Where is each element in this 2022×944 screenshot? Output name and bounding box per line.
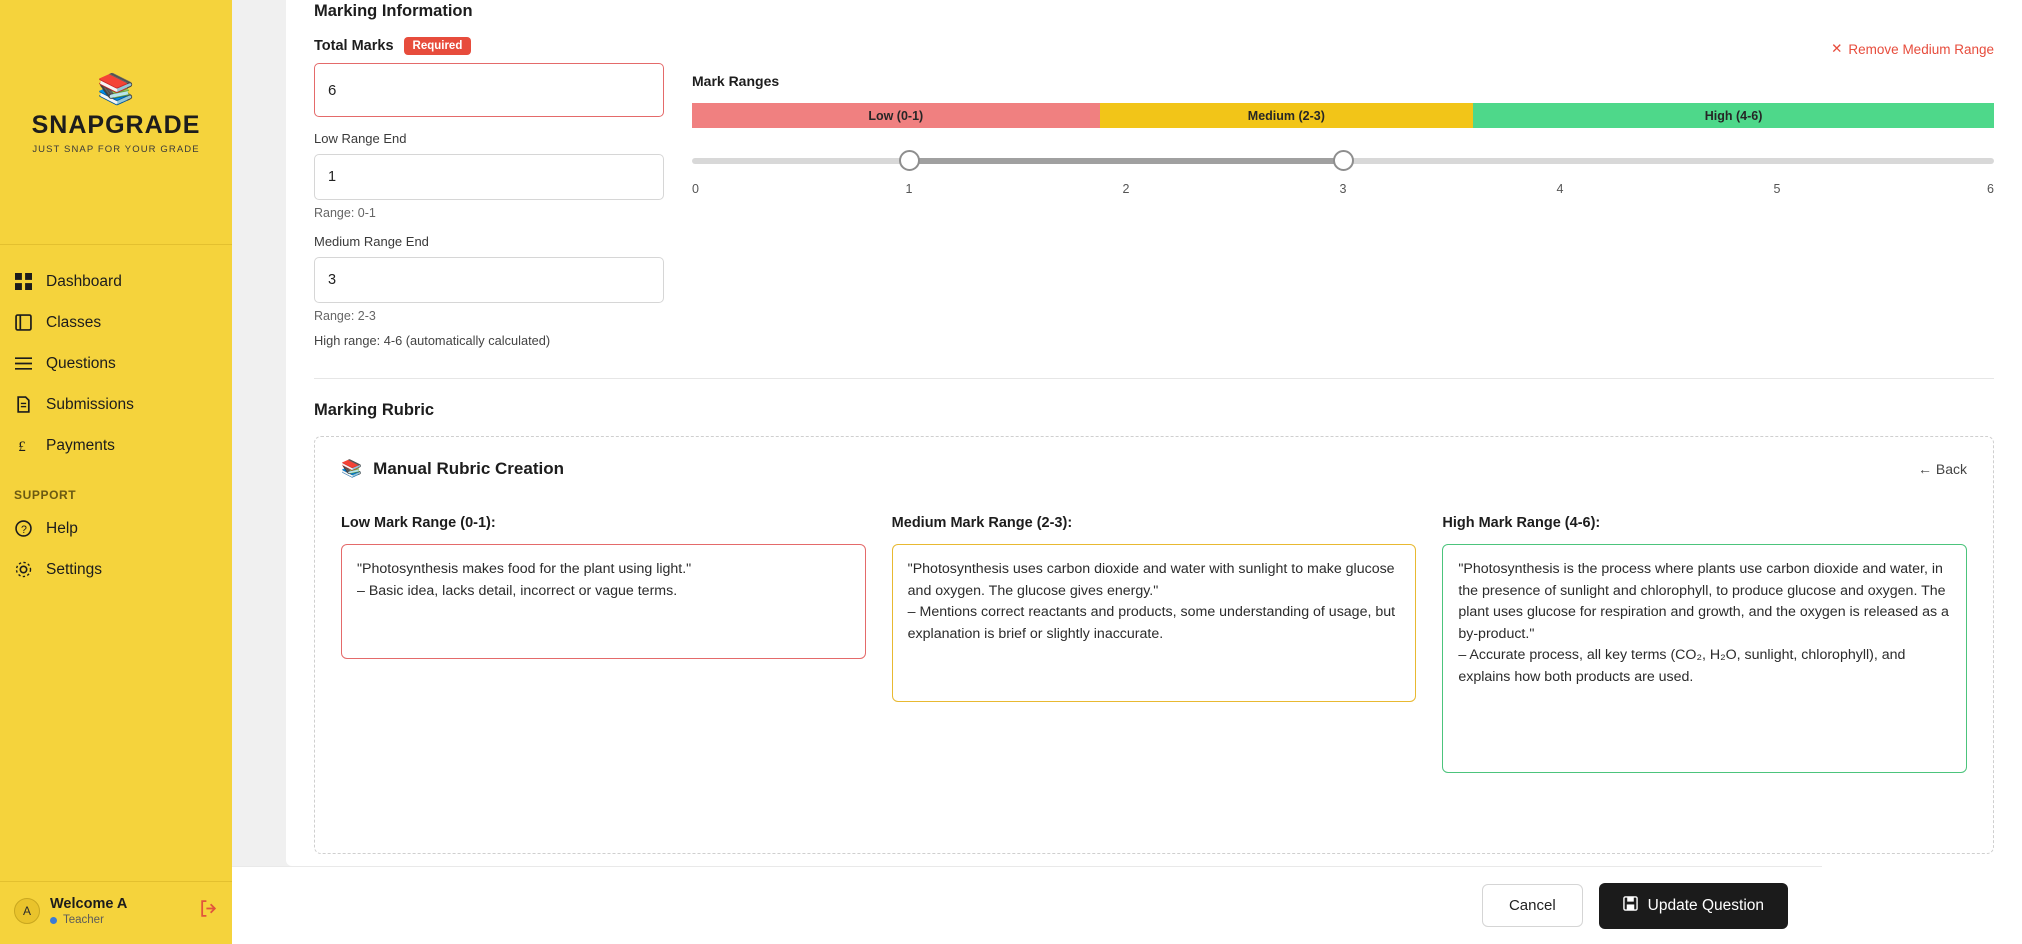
total-marks-input[interactable]	[314, 63, 664, 117]
sidebar-support-label: SUPPORT	[14, 488, 77, 502]
slider-tick-0: 0	[692, 182, 699, 196]
rubric-column-title: Medium Mark Range (2-3):	[891, 515, 1073, 531]
book-icon	[14, 313, 33, 332]
rubric-columns	[341, 515, 1967, 778]
logo-box	[0, 0, 232, 245]
update-question-button[interactable]	[1599, 883, 1788, 929]
marking-left-column	[314, 37, 664, 348]
svg-text:?: ?	[20, 523, 27, 536]
rubric-column-low	[341, 515, 866, 778]
slider-tick-4: 4	[1556, 182, 1564, 196]
sidebar-item-settings[interactable]	[0, 549, 232, 590]
logout-icon[interactable]	[199, 899, 218, 923]
sidebar-item-label: Settings	[46, 560, 103, 578]
rubric-low-textarea[interactable]	[341, 544, 866, 659]
slider-fill	[909, 158, 1343, 164]
sidebar-item-label: Dashboard	[46, 272, 122, 290]
low-range-end-label: Low Range End	[314, 131, 407, 146]
sidebar-item-dashboard[interactable]	[0, 261, 232, 302]
sidebar-item-label: Questions	[46, 354, 116, 372]
mark-range-bar	[692, 103, 1994, 128]
user-role-label: Teacher	[63, 914, 104, 926]
sidebar-item-label: Help	[46, 519, 78, 537]
required-badge: Required	[404, 37, 472, 55]
logo-subtitle: JUST SNAP FOR YOUR GRADE	[32, 144, 200, 155]
rubric-panel-title-row	[341, 459, 564, 479]
slider-tick-6: 6	[1987, 182, 1994, 196]
high-range-hint: High range: 4-6 (automatically calculated)	[314, 333, 551, 348]
rubric-column-title: Low Mark Range (0-1):	[341, 515, 496, 531]
svg-text:£: £	[18, 438, 26, 455]
slider-tick-1: 1	[905, 182, 913, 196]
cancel-button[interactable]: Cancel	[1482, 884, 1583, 927]
logo-title: SNAPGRADE	[31, 111, 201, 139]
main-area	[232, 0, 1994, 944]
slider-knob-medium[interactable]	[1333, 150, 1354, 171]
slider-tick-2: 2	[1122, 182, 1130, 196]
update-question-label: Update Question	[1647, 896, 1764, 914]
low-range-end-input[interactable]	[314, 154, 664, 200]
help-circle-icon	[14, 519, 33, 538]
medium-range-end-input[interactable]	[314, 257, 664, 303]
back-button[interactable]: ← Back	[1917, 461, 1967, 477]
slider-tick-5: 5	[1773, 182, 1781, 196]
total-marks-label: Total Marks	[314, 38, 394, 54]
books-icon: 📚	[341, 459, 363, 478]
question-form-card	[286, 0, 2022, 866]
marking-right-column	[692, 37, 1994, 348]
sidebar-item-classes[interactable]	[0, 302, 232, 343]
mark-range-slider[interactable]	[692, 150, 1994, 172]
form-footer	[232, 866, 1822, 944]
document-icon	[14, 395, 33, 414]
grid-icon	[14, 272, 33, 291]
sidebar-item-payments[interactable]	[0, 425, 232, 466]
remove-medium-range-button[interactable]	[1831, 41, 1994, 57]
rubric-column-title: High Mark Range (4-6):	[1442, 515, 1601, 531]
sidebar-item-help[interactable]	[0, 508, 232, 549]
marking-rubric-title: Marking Rubric	[314, 401, 435, 419]
marking-row	[314, 37, 1994, 348]
rubric-panel-title: Manual Rubric Creation	[373, 459, 564, 478]
mark-ranges-label: Mark Ranges	[692, 73, 780, 89]
rubric-column-high	[1442, 515, 1967, 778]
sidebar-nav	[0, 245, 232, 590]
total-marks-label-row	[314, 37, 664, 55]
sidebar-item-label: Submissions	[46, 395, 134, 413]
section-divider	[314, 378, 1994, 379]
slider-knob-low[interactable]	[899, 150, 920, 171]
user-name: Welcome A	[50, 896, 128, 912]
rubric-panel-header	[341, 459, 1967, 479]
slider-ticks	[692, 182, 1994, 198]
book-stack-icon: 📚	[97, 73, 135, 106]
user-role	[50, 914, 127, 926]
pound-icon	[14, 436, 33, 455]
medium-range-hint: Range: 2-3	[314, 309, 376, 323]
sidebar	[0, 0, 232, 944]
manual-rubric-panel	[314, 436, 1994, 854]
sidebar-item-submissions[interactable]	[0, 384, 232, 425]
sidebar-item-label: Classes	[46, 313, 102, 331]
close-icon: ✕	[1831, 41, 1843, 56]
save-icon	[1623, 896, 1638, 916]
range-segment-medium: Medium (2-3)	[1100, 103, 1474, 128]
rubric-high-textarea[interactable]	[1442, 544, 1967, 773]
avatar: A	[14, 898, 40, 924]
list-icon	[14, 354, 33, 373]
slider-tick-3: 3	[1339, 182, 1347, 196]
marking-information-title: Marking Information	[314, 2, 473, 20]
gear-icon	[14, 560, 33, 579]
status-dot	[50, 917, 57, 924]
low-range-hint: Range: 0-1	[314, 206, 376, 220]
range-segment-low: Low (0-1)	[692, 103, 1100, 128]
rubric-column-medium	[892, 515, 1417, 778]
rubric-medium-textarea[interactable]	[892, 544, 1417, 702]
sidebar-user-box[interactable]	[0, 881, 232, 944]
remove-medium-range-label: Remove Medium Range	[1848, 41, 1994, 57]
range-segment-high: High (4-6)	[1473, 103, 1994, 128]
medium-range-end-label: Medium Range End	[314, 234, 429, 249]
sidebar-item-label: Payments	[46, 436, 115, 454]
sidebar-item-questions[interactable]	[0, 343, 232, 384]
